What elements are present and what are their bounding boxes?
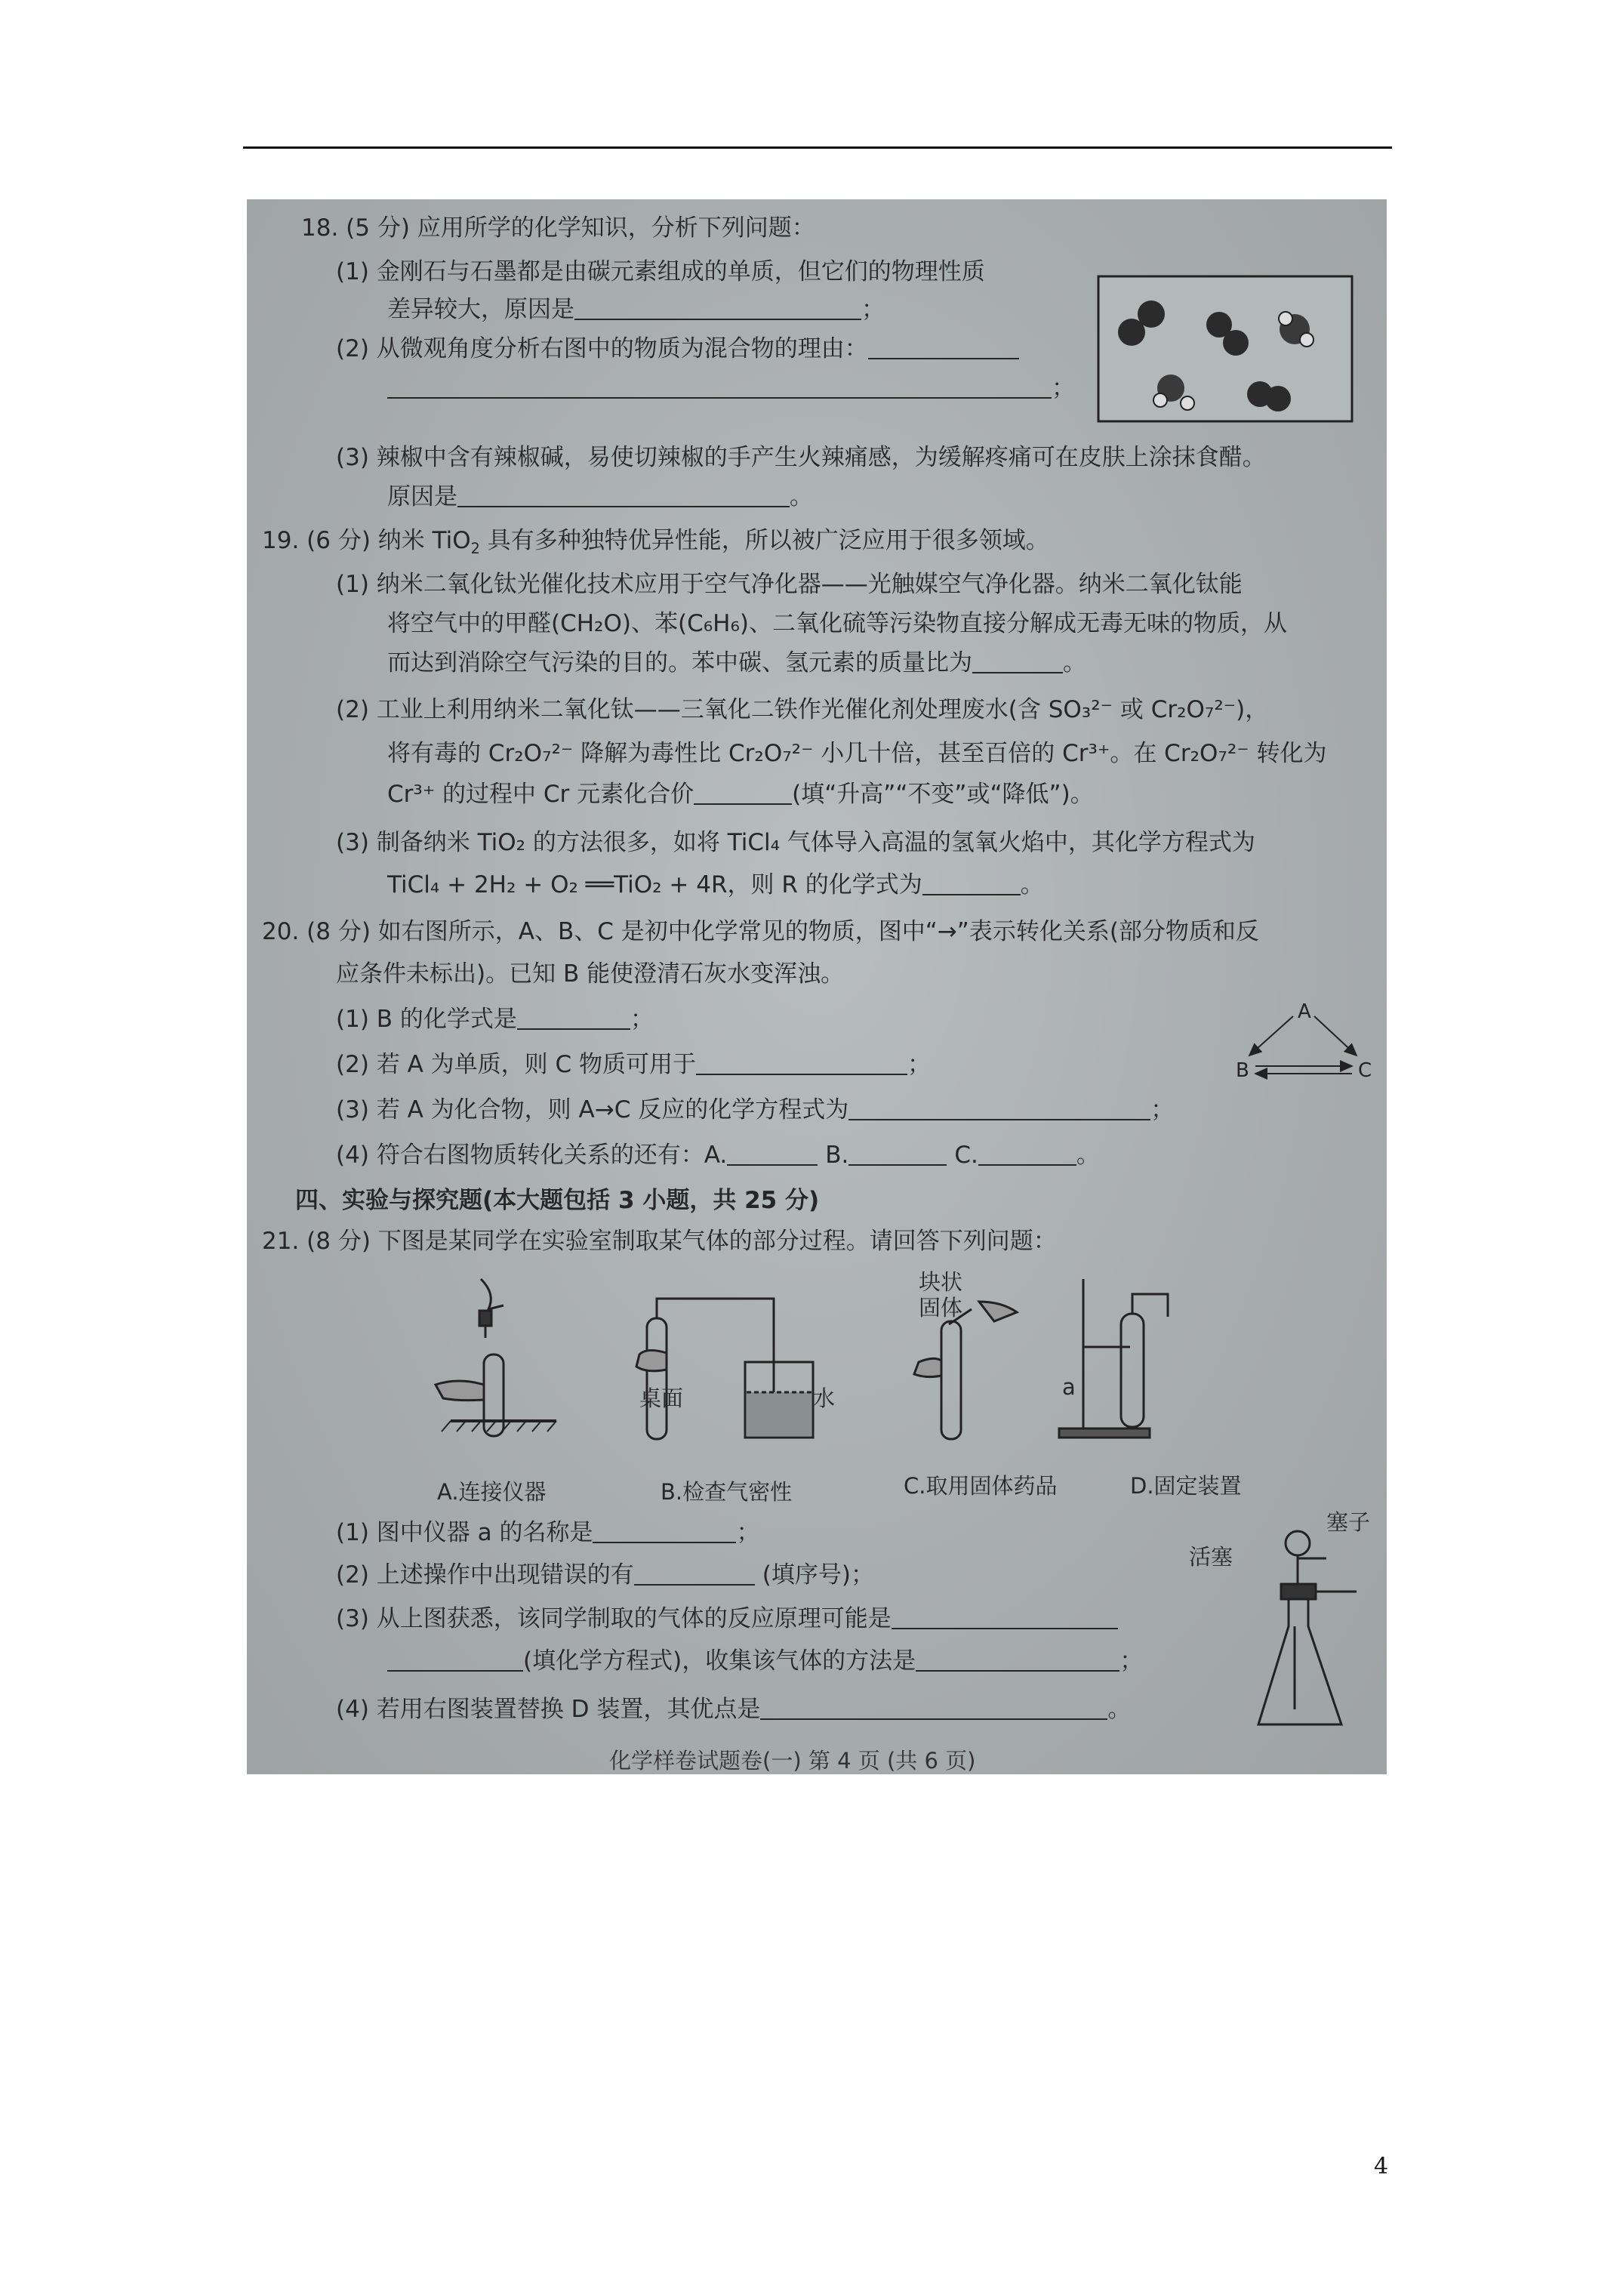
figure-c-solid <box>914 1302 1017 1439</box>
molecule-atom <box>1265 386 1291 411</box>
node-c: C <box>1358 1059 1372 1082</box>
q21-part1: (1) 图中仪器 a 的名称是 ； <box>336 1519 760 1546</box>
q20-answer-blank-1[interactable] <box>517 1006 630 1030</box>
arrow-a-to-c <box>1314 1016 1357 1056</box>
q19-part2-line3: Cr³⁺ 的过程中 Cr 元素化合价 (填“升高”“不变”或“降低”)。 <box>387 781 1094 808</box>
header-rule <box>243 146 1392 149</box>
q18-answer-blank-3[interactable] <box>457 483 790 507</box>
abc-conversion-diagram <box>1228 1000 1379 1090</box>
label-solid-2: 固体 <box>919 1295 963 1321</box>
q20-answer-blank-2[interactable] <box>696 1051 907 1075</box>
molecule-atom <box>1138 300 1165 328</box>
figure-b-airtight <box>636 1299 813 1439</box>
q20-answer-blank-4a[interactable] <box>727 1142 818 1166</box>
q21-part2: (2) 上述操作中出现错误的有 (填序号)； <box>336 1561 874 1589</box>
q19-part2-line2: 将有毒的 Cr₂O₇²⁻ 降解为毒性比 Cr₂O₇²⁻ 小几十倍，甚至百倍的 Cr³⁺。在 Cr₂O₇²⁻ 转化为 <box>387 740 1327 767</box>
q19-answer-blank-2[interactable] <box>694 781 792 805</box>
q19-part1-line2: 将空气中的甲醛(CH₂O)、苯(C₆H₆)、二氧化硫等污染物直接分解成无毒无味的物质，从 <box>387 610 1287 637</box>
q19-part2-line1: (2) 工业上利用纳米二氧化钛——三氧化二铁作光催化剂处理废水(含 SO₃²⁻ 或 Cr₂O₇²⁻)， <box>336 696 1269 723</box>
figure-d-stand <box>1059 1279 1168 1438</box>
q18-part1-line2: 差异较大，原因是 ； <box>387 296 885 323</box>
q21-answer-blank-1[interactable] <box>593 1519 736 1543</box>
caption-c: C.取用固体药品 <box>904 1473 1058 1499</box>
q18-part3-line2: 原因是 。 <box>387 483 813 510</box>
q20-answer-blank-3[interactable] <box>848 1096 1150 1120</box>
q20-part2: (2) 若 A 为单质，则 C 物质可用于 ； <box>336 1051 932 1078</box>
flask-apparatus <box>1251 1513 1372 1740</box>
node-a: A <box>1298 1000 1311 1023</box>
q19-part1-line1: (1) 纳米二氧化钛光催化技术应用于空气净化器——光触媒空气净化器。纳米二氧化钛能 <box>336 571 1243 598</box>
q19-stem: 19. (6 分) 纳米 TiO$_2$ 具有多种独特优异性能，所以被广泛应用于很多领域。 <box>262 527 1049 558</box>
figure-a-connect <box>436 1279 556 1436</box>
label-valve: 活塞 <box>1189 1544 1233 1570</box>
q20-part1: (1) B 的化学式是 ； <box>336 1006 654 1033</box>
q21-answer-blank-3b[interactable] <box>387 1647 523 1672</box>
arrow-a-to-b <box>1249 1016 1293 1056</box>
q21-stem: 21. (8 分) 下图是某同学在实验室制取某气体的部分过程。请回答下列问题： <box>262 1228 1057 1255</box>
label-a: a <box>1062 1374 1076 1400</box>
caption-b: B.检查气密性 <box>661 1479 793 1505</box>
q18-part3-line1: (3) 辣椒中含有辣椒碱，易使切辣椒的手产生火辣痛感，为缓解疼痛可在皮肤上涂抹食醋。 <box>336 444 1266 471</box>
q19-part1-line3: 而达到消除空气污染的目的。苯中碳、氢元素的质量比为 。 <box>387 649 1086 676</box>
exam-footer: 化学样卷试题卷(一) 第 4 页 (共 6 页) <box>609 1748 976 1774</box>
q20-answer-blank-4c[interactable] <box>978 1142 1076 1166</box>
q19-part3-line2: TiCl₄ + 2H₂ + O₂ ══TiO₂ + 4R，则 R 的化学式为 。 <box>387 871 1044 898</box>
label-desk: 桌面 <box>639 1385 684 1411</box>
q18-answer-blank-2a[interactable] <box>868 335 1019 359</box>
label-stopper: 塞子 <box>1326 1509 1371 1535</box>
section-4-heading: 四、实验与探究题(本大题包括 3 小题，共 25 分) <box>295 1187 820 1214</box>
q20-part3: (3) 若 A 为化合物，则 A→C 反应的化学方程式为 ； <box>336 1096 1175 1123</box>
q19-answer-blank-1[interactable] <box>972 649 1063 673</box>
caption-d: D.固定装置 <box>1130 1473 1242 1499</box>
node-b: B <box>1236 1059 1249 1082</box>
caption-a: A.连接仪器 <box>437 1479 547 1505</box>
q21-part3-line1: (3) 从上图获悉，该同学制取的气体的反应原理可能是 <box>336 1604 1118 1634</box>
label-water: 水 <box>813 1385 836 1411</box>
q21-part4: (4) 若用右图装置替换 D 装置，其优点是 。 <box>336 1696 1132 1723</box>
molecule-atom <box>1181 396 1194 410</box>
q18-part1-line1: (1) 金刚石与石墨都是由碳元素组成的单质，但它们的物理性质 <box>336 258 985 285</box>
molecule-atom <box>1223 330 1249 356</box>
apparatus-figures <box>420 1271 1326 1445</box>
label-solid-1: 块状 <box>919 1269 963 1295</box>
q21-part3-line2: (填化学方程式)，收集该气体的方法是 ； <box>387 1646 1143 1676</box>
molecule-atom <box>1153 393 1167 407</box>
q21-answer-blank-3a[interactable] <box>892 1605 1118 1629</box>
q19-answer-blank-3[interactable] <box>922 871 1021 895</box>
molecule-atom <box>1300 333 1313 347</box>
q21-answer-blank-4[interactable] <box>760 1696 1107 1720</box>
q18-answer-blank-2b[interactable] <box>387 374 1052 399</box>
q18-stem: 18. (5 分) 应用所学的化学知识，分析下列问题： <box>301 214 815 242</box>
q19-part3-line1: (3) 制备纳米 TiO₂ 的方法很多，如将 TiCl₄ 气体导入高温的氢氧火焰中，其化学方程式为 <box>336 829 1255 856</box>
exam-page-photo <box>247 199 1387 1774</box>
page-number: 4 <box>1374 2153 1389 2180</box>
q20-part4: (4) 符合右图物质转化关系的还有：A. B. C. 。 <box>336 1142 1100 1169</box>
q21-answer-blank-3c[interactable] <box>916 1647 1119 1672</box>
q21-answer-blank-2[interactable] <box>634 1561 755 1586</box>
q18-part2: (2) 从微观角度分析右图中的物质为混合物的理由： <box>336 334 1019 364</box>
molecule-atom <box>1279 312 1292 325</box>
q20-stem-line2: 应条件未标出)。已知 B 能使澄清石灰水变浑浊。 <box>336 960 845 988</box>
q18-part2-line2: ； <box>387 373 1075 403</box>
q20-answer-blank-4b[interactable] <box>848 1142 947 1166</box>
q20-stem-line1: 20. (8 分) 如右图所示，A、B、C 是初中化学常见的物质，图中“→”表示转化关系(部分物质和反 <box>262 918 1259 945</box>
molecule-mixture-figure <box>1097 275 1354 423</box>
q18-answer-blank-1[interactable] <box>574 296 861 320</box>
